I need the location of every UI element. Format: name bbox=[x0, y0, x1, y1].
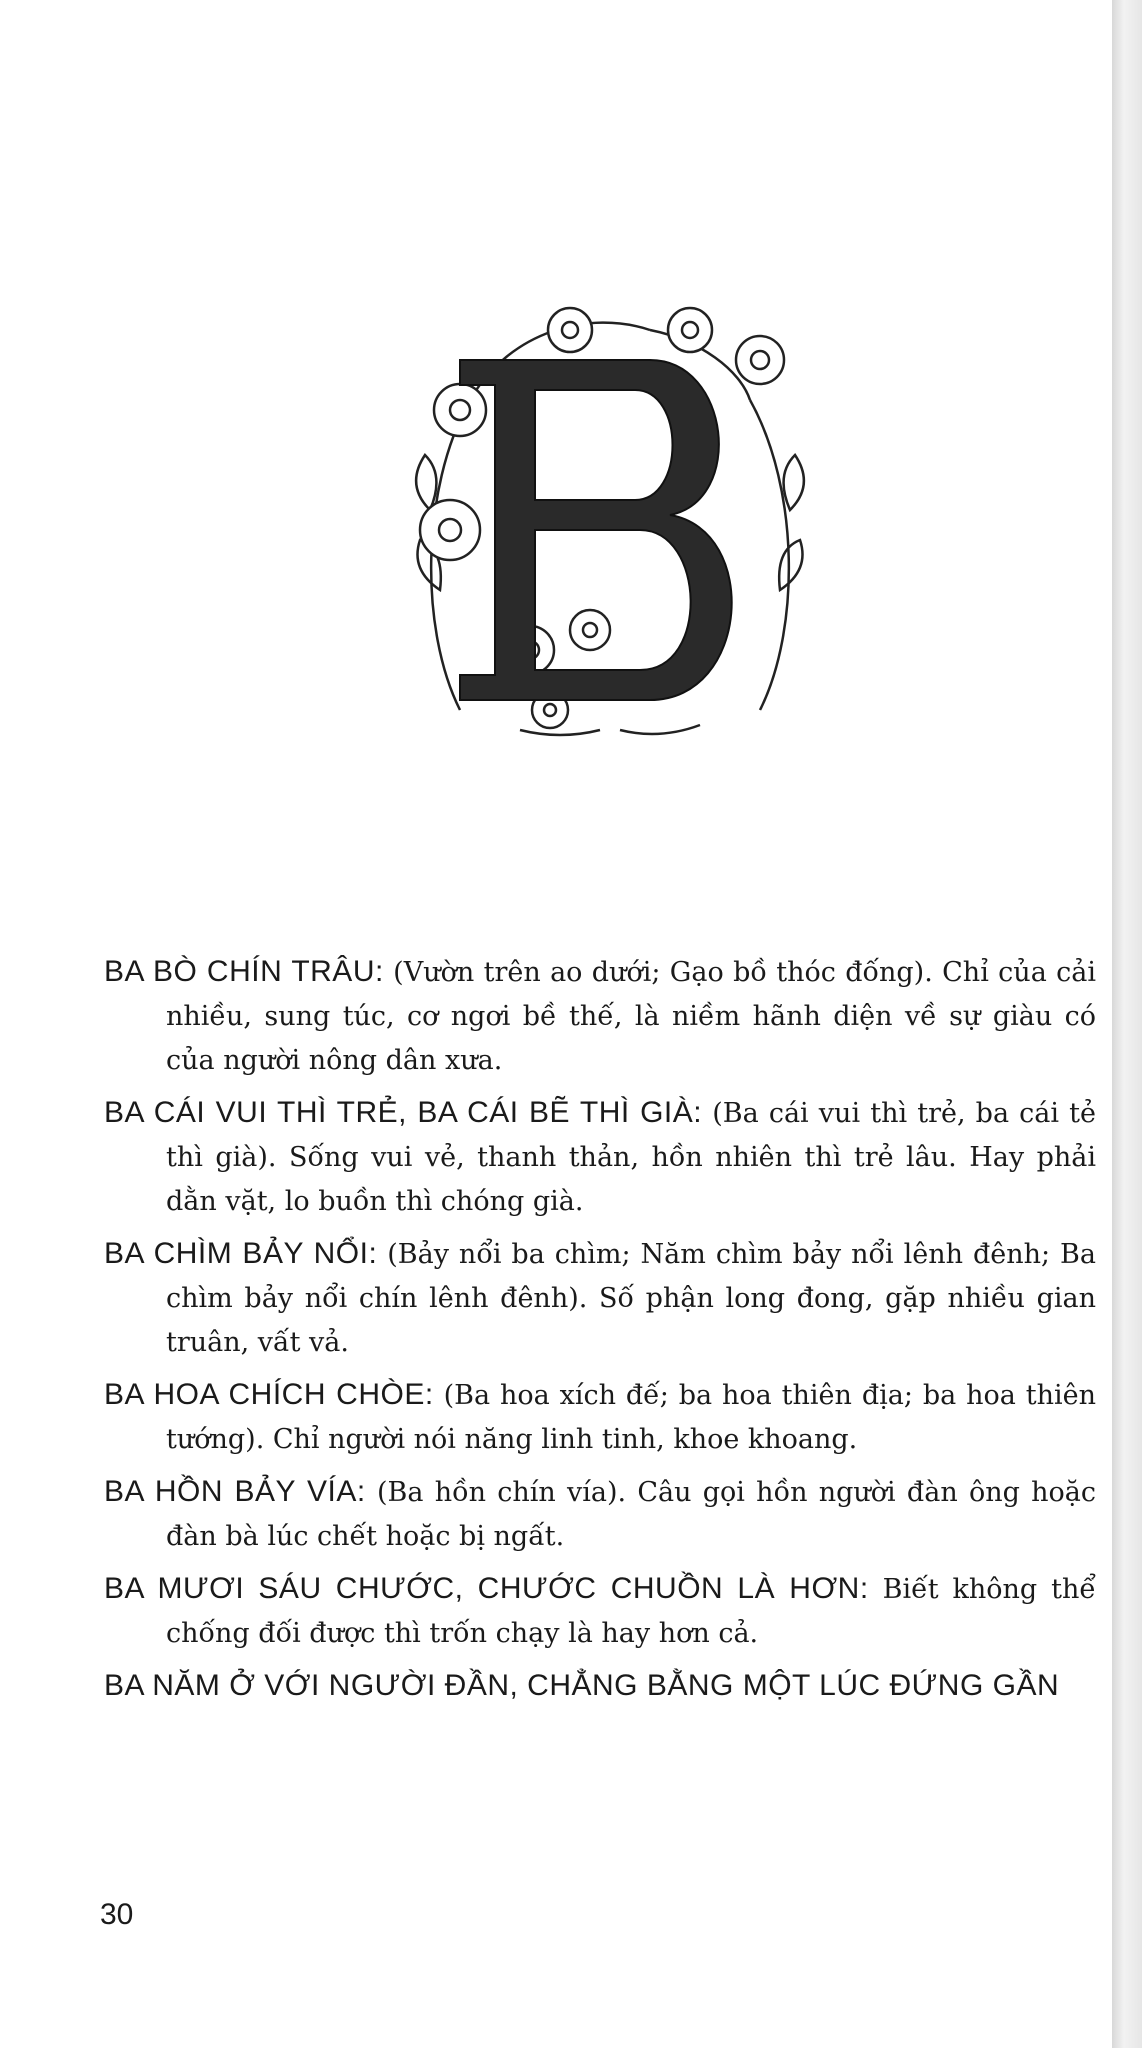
page-number: 30 bbox=[100, 1898, 134, 1931]
entry-definition: (Vườn trên ao dưới; Gạo bồ thóc đống). Chỉ của cải nhiều, sung túc, cơ ngơi bề thế, là niềm hãnh diện về sự giàu có của người nông dân xưa. bbox=[166, 957, 1096, 1076]
entry-headword: BA BÒ CHÍN TRÂU: bbox=[104, 955, 384, 988]
entry-headword: BA MƯƠI SÁU CHƯỚC, CHƯỚC CHUỒN LÀ HƠN: bbox=[104, 1572, 869, 1605]
entry-definition: (Ba hồn chín vía). Câu gọi hồn người đàn ông hoặc đàn bà lúc chết hoặc bị ngất. bbox=[166, 1477, 1096, 1552]
dictionary-entry bbox=[104, 1091, 1096, 1224]
entry-definition: (Ba hoa xích đế; ba hoa thiên địa; ba hoa thiên tướng). Chỉ người nói năng linh tinh, khoe khoang. bbox=[166, 1380, 1096, 1455]
floral-drop-cap-b-icon bbox=[400, 290, 820, 770]
entry-headword: BA NĂM Ở VỚI NGƯỜI ĐẦN, CHẲNG BẰNG MỘT LÚC ĐỨNG GẦN bbox=[104, 1669, 1060, 1702]
entry-definition: Biết không thể chống đối được thì trốn chạy là hay hơn cả. bbox=[166, 1574, 1096, 1649]
entry-headword: BA CHÌM BẢY NỔI: bbox=[104, 1237, 378, 1270]
dictionary-entry bbox=[104, 1373, 1096, 1462]
entry-headword: BA HỒN BẢY VÍA: bbox=[104, 1475, 366, 1508]
dictionary-entry bbox=[104, 1664, 1096, 1709]
dictionary-entries bbox=[104, 950, 1096, 1717]
dictionary-entry bbox=[104, 950, 1096, 1083]
entry-headword: BA CÁI VUI THÌ TRẺ, BA CÁI BẼ THÌ GIÀ: bbox=[104, 1096, 703, 1129]
entry-definition: (Ba cái vui thì trẻ, ba cái tẻ thì già). Sống vui vẻ, thanh thản, hồn nhiên thì trẻ lâu. Hay phải dằn vặt, lo buồn thì chóng già. bbox=[166, 1098, 1096, 1217]
dictionary-entry bbox=[104, 1232, 1096, 1365]
entry-definition: (Bảy nổi ba chìm; Năm chìm bảy nổi lênh đênh; Ba chìm bảy nổi chín lênh đênh). Số phận long đong, gặp nhiều gian truân, vất vả. bbox=[166, 1239, 1096, 1358]
page-edge bbox=[1112, 0, 1142, 2048]
dictionary-entry bbox=[104, 1470, 1096, 1559]
entry-headword: BA HOA CHÍCH CHÒE: bbox=[104, 1378, 434, 1411]
dictionary-entry bbox=[104, 1567, 1096, 1656]
